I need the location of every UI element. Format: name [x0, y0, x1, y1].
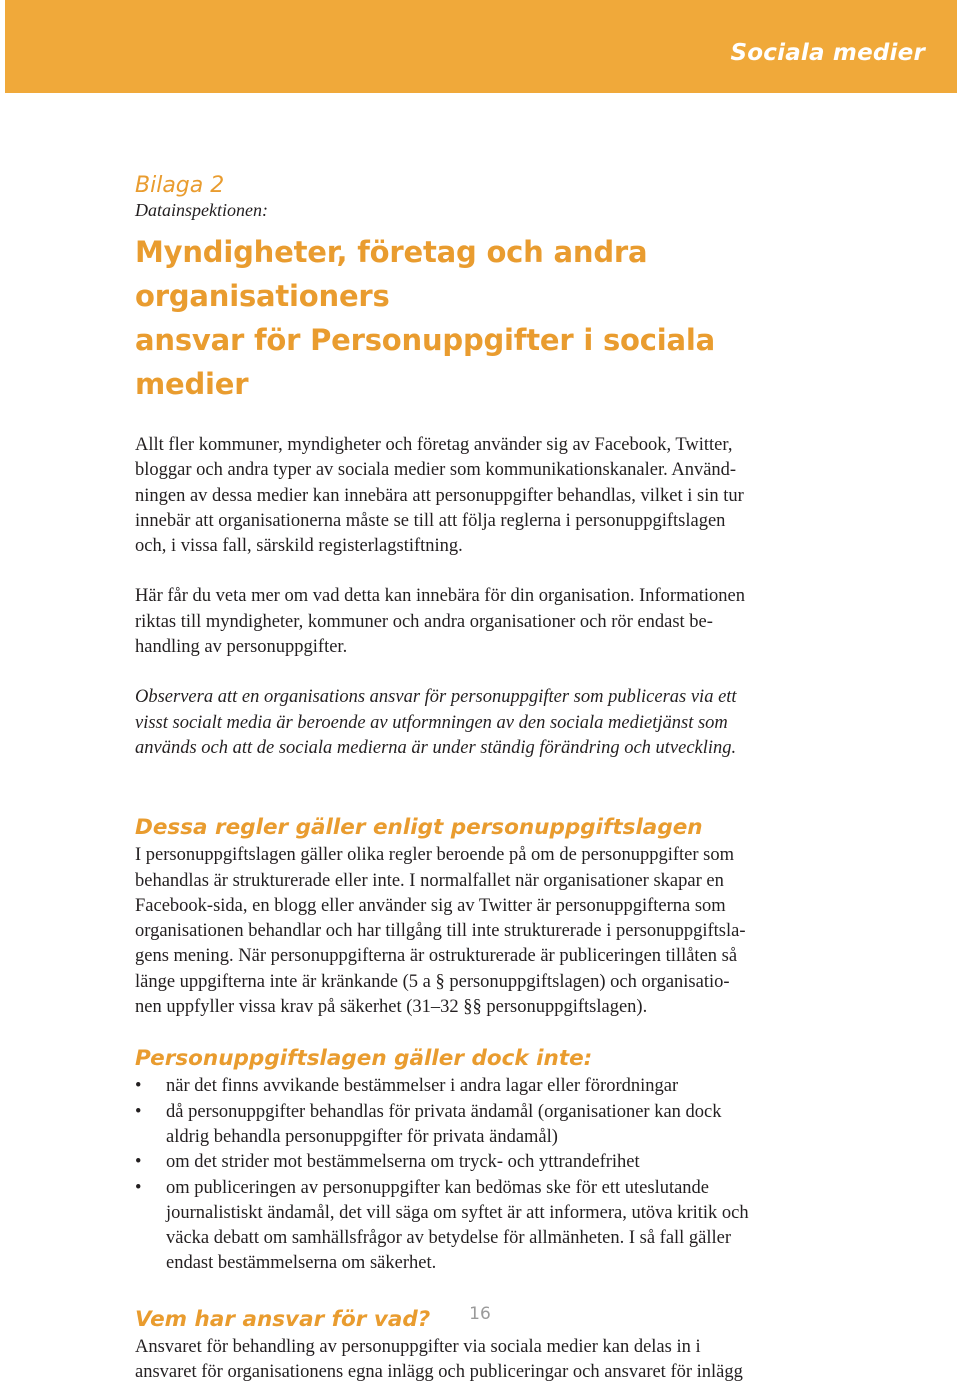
rules-heading: Dessa regler gäller enligt personuppgiftslagen	[135, 815, 703, 841]
page-number: 16	[469, 1304, 491, 1324]
text-line: länge uppgifterna inte är kränkande (5 a § personuppgiftslagen) och organisatio-	[135, 971, 730, 992]
page-title	[135, 230, 835, 406]
text-line: bloggar och andra typer av sociala medier som kommunikationskanaler. Använd-	[135, 460, 737, 481]
page-title-line-1: Myndigheter, företag och andra organisationers	[135, 235, 648, 313]
bullet-icon: •	[135, 1076, 142, 1097]
text-line: innebär att organisationerna måste se till att följa reglerna i personuppgiftslagen	[135, 510, 726, 531]
text-line: och, i vissa fall, särskild registerlagstiftning.	[135, 536, 463, 557]
responsibility-paragraph	[135, 1335, 835, 1385]
text-line: väcka debatt om samhällsfrågor av betydelse för allmänheten. I så fall gäller	[166, 1228, 732, 1249]
article-body	[135, 170, 835, 1385]
rules-paragraph	[135, 843, 835, 1020]
text-line: nen uppfyller vissa krav på säkerhet (31–32 §§ personuppgiftslagen).	[135, 997, 648, 1018]
exceptions-heading: Personuppgiftslagen gäller dock inte:	[135, 1046, 593, 1072]
note-paragraph	[135, 685, 835, 761]
text-line: riktas till myndigheter, kommuner och andra organisationer och rör endast be-	[135, 611, 713, 632]
text-line: om det strider mot bestämmelserna om tryck- och yttrandefrihet	[166, 1152, 640, 1173]
bullet-icon: •	[135, 1152, 142, 1173]
exceptions-list	[135, 1074, 835, 1276]
source-label: Datainspektionen:	[135, 200, 268, 220]
bullet-icon: •	[135, 1101, 142, 1122]
list-item	[135, 1074, 835, 1099]
info-paragraph	[135, 584, 835, 660]
responsibility-heading: Vem har ansvar för vad?	[135, 1306, 431, 1332]
header-band	[5, 0, 957, 93]
text-line: när det finns avvikande bestämmelser i andra lagar eller förordningar	[166, 1076, 679, 1097]
text-line: Observera att en organisations ansvar för personuppgifter som publiceras via ett	[135, 687, 737, 708]
text-line: organisationen behandlar och har tillgång till inte strukturerade i personuppgiftsla-	[135, 921, 746, 942]
text-line: används och att de sociala medierna är under ständig förändring och utveckling.	[135, 737, 737, 758]
list-item	[135, 1176, 835, 1277]
text-line: I personuppgiftslagen gäller olika regler beroende på om de personuppgifter som	[135, 845, 735, 866]
bullet-icon: •	[135, 1177, 142, 1198]
text-line: Allt fler kommuner, myndigheter och företag använder sig av Facebook, Twitter,	[135, 435, 733, 455]
list-item	[135, 1100, 835, 1151]
text-line: Facebook-sida, en blogg eller använder sig av Twitter är personuppgifterna som	[135, 895, 726, 916]
section-title: Sociala medier	[730, 40, 925, 66]
text-line: gens mening. När personuppgifterna är ostrukturerade är publiceringen tillåten så	[135, 946, 738, 967]
text-line: visst socialt media är beroende av utformningen av den sociala medietjänst som	[135, 712, 728, 733]
text-line: Ansvaret för behandling av personuppgifter via sociala medier kan delas in i	[135, 1336, 701, 1357]
text-line: om publiceringen av personuppgifter kan bedömas ske för ett uteslutande	[166, 1177, 710, 1198]
text-line: då personuppgifter behandlas för privata ändamål (organisationer kan dock	[166, 1101, 722, 1122]
text-line: endast bestämmelserna om säkerhet.	[166, 1253, 437, 1274]
text-line: journalistiskt ändamål, det vill säga om syftet är att informera, utöva kritik och	[166, 1202, 749, 1223]
text-line: behandlas är strukturerade eller inte. I normalfallet när organisationer skapar en	[135, 870, 724, 891]
text-line: aldrig behandla personuppgifter för privata ändamål)	[166, 1126, 558, 1147]
appendix-label: Bilaga 2	[135, 173, 225, 198]
list-item	[135, 1150, 835, 1175]
text-line: handling av personuppgifter.	[135, 637, 348, 658]
text-line: ansvaret för organisationens egna inlägg och publiceringar och ansvaret för inlägg	[135, 1362, 743, 1383]
page-title-line-2: ansvar för Personuppgifter i sociala medier	[135, 323, 715, 401]
text-line: ningen av dessa medier kan innebära att personuppgifter behandlas, vilket i sin tur	[135, 485, 744, 506]
text-line: Här får du veta mer om vad detta kan innebära för din organisation. Informationen	[135, 586, 745, 607]
intro-paragraph	[135, 433, 835, 559]
